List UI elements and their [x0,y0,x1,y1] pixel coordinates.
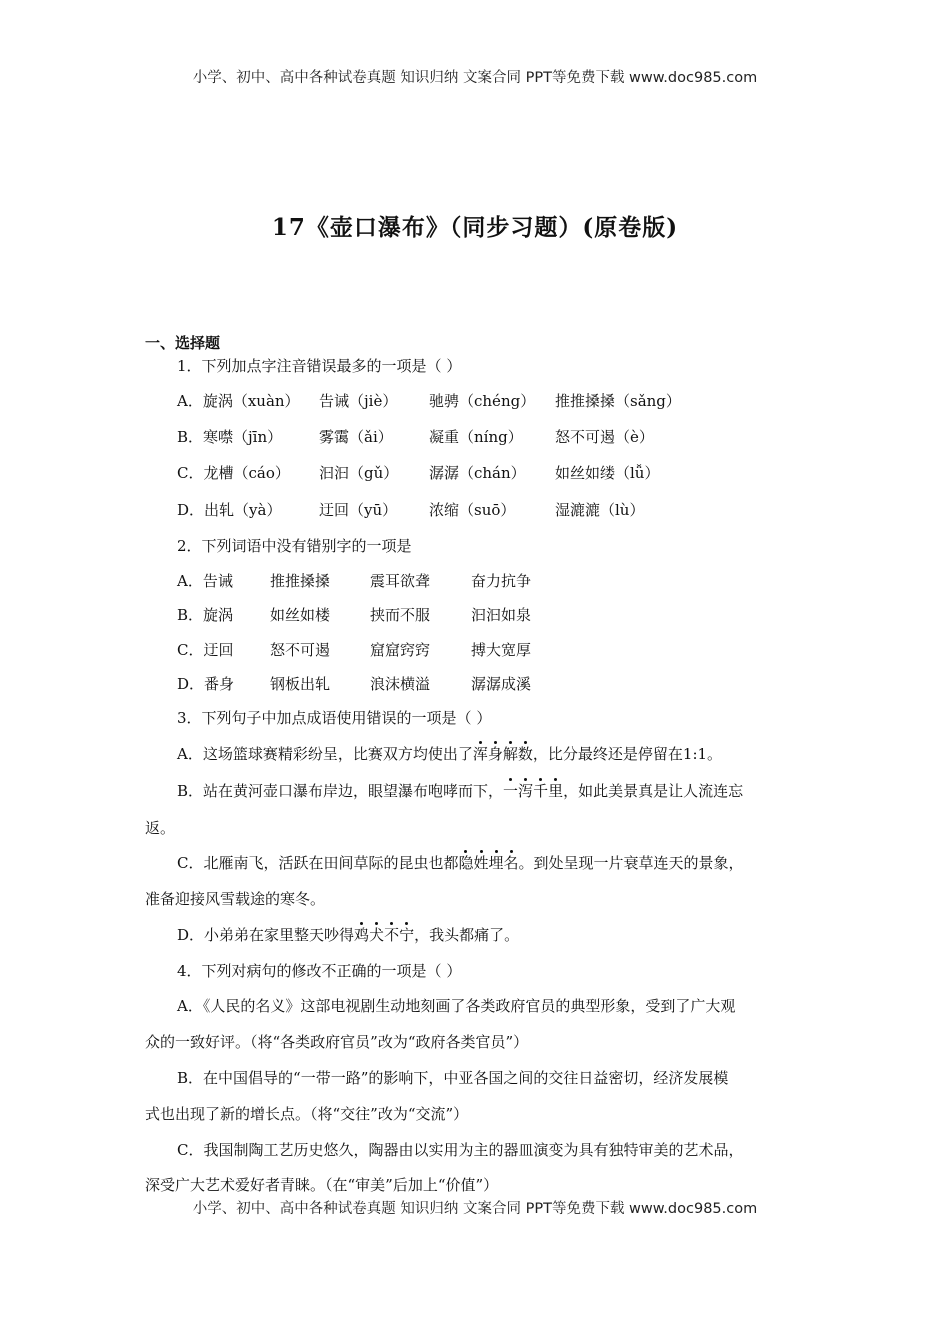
header-banner: 小学、初中、高中各种试卷真题 知识归纳 文案合同 PPT等免费下载 www.doc985.com [192,70,758,86]
dotted-idiom: 浑身解数 [472,745,533,763]
page-title: 17《壶口瀑布》（同步习题）(原卷版) [271,214,679,241]
question-1-stem: 1．下列加点字注音错误最多的一项是（ ） [177,357,462,375]
dotted-idiom: 一泻千里 [503,782,564,800]
question-3-option-d: D．小弟弟在家里整天吵得鸡犬不宁，我头都痛了。 [177,926,520,944]
question-4-option-c: C．我国制陶工艺历史悠久，陶器由以实用为主的器皿演变为具有独特审美的艺术品， [177,1141,744,1159]
question-3-stem: 3．下列句子中加点成语使用错误的一项是（ ） [177,709,492,727]
question-4-option-b-cont: 式也出现了新的增长点。（将“交往”改为“交流”） [145,1105,469,1123]
question-4-option-c-cont: 深受广大艺术爱好者青睐。（在“审美”后加上“价值”） [145,1176,499,1194]
question-4-option-a-cont: 众的一致好评。（将“各类政府官员”改为“政府各类官员”） [145,1033,529,1051]
question-2-stem: 2．下列词语中没有错别字的一项是 [177,537,412,555]
dotted-idiom: 隐姓埋名 [458,854,519,872]
question-3-option-b-cont: 返。 [145,819,176,837]
dotted-idiom: 鸡犬不宁 [354,926,415,944]
question-4-option-b: B．在中国倡导的“一带一路”的影响下，中亚各国之间的交往日益密切，经济发展模 [177,1069,729,1087]
question-4-stem: 4．下列对病句的修改不正确的一项是（ ） [177,962,462,980]
question-3-option-a: A．这场篮球赛精彩纷呈，比赛双方均使出了浑身解数，比分最终还是停留在1:1。 [177,745,723,763]
footer-banner: 小学、初中、高中各种试卷真题 知识归纳 文案合同 PPT等免费下载 www.doc985.com [192,1201,758,1217]
question-4-option-a: A．《人民的名义》这部电视剧生动地刻画了各类政府官员的典型形象，受到了广大观 [177,997,736,1015]
question-3-option-c: C．北雁南飞，活跃在田间草际的昆虫也都隐姓埋名。到处呈现一片衰草连天的景象， [177,854,744,872]
section-heading: 一、选择题 [145,334,221,352]
question-3-option-c-cont: 准备迎接风雪载途的寒冬。 [145,890,326,908]
question-3-option-b: B．站在黄河壶口瀑布岸边，眼望瀑布咆哮而下，一泻千里，如此美景真是让人流连忘 [177,782,744,800]
